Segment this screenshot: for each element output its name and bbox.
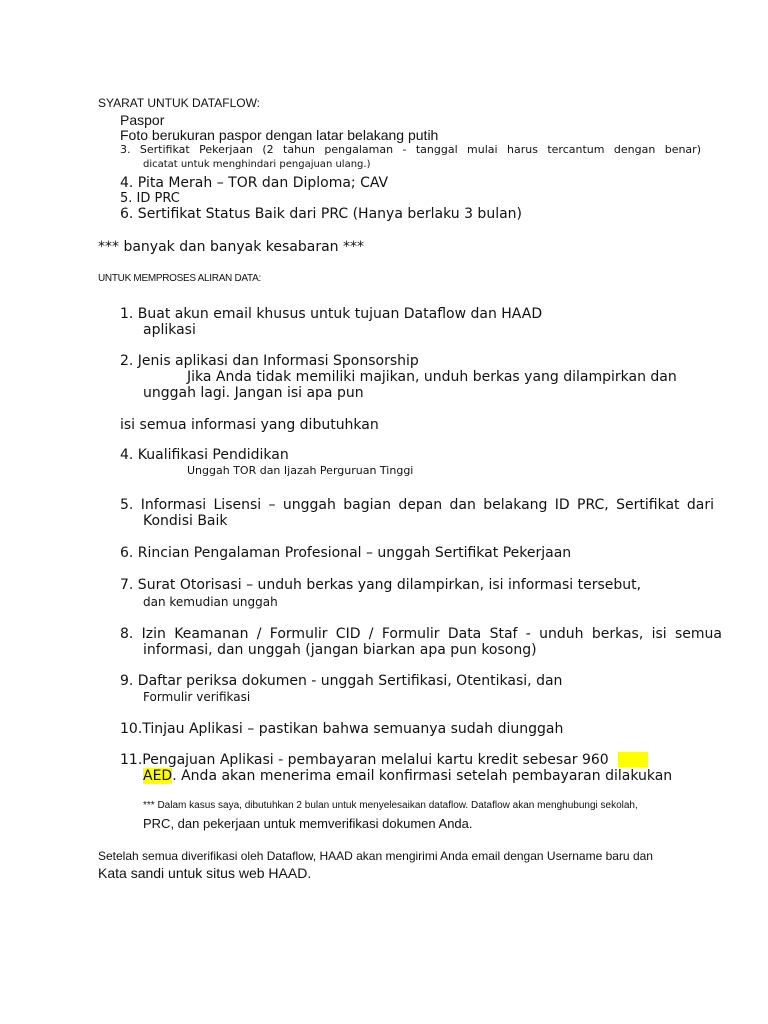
closing-line-continuation: Kata sandi untuk situs web HAAD. — [98, 865, 312, 881]
step-1: 1. Buat akun email khusus untuk tujuan Dataflow dan HAAD — [120, 306, 543, 322]
step-10: 10.Tinjau Aplikasi – pastikan bahwa semuanya sudah diunggah — [120, 721, 564, 737]
step-4: 4. Kualifikasi Pendidikan — [120, 447, 289, 463]
patience-note: *** banyak dan banyak kesabaran *** — [98, 239, 364, 255]
requirement-item: Paspor — [120, 112, 165, 128]
requirement-item: 3. Sertifikat Pekerjaan (2 tahun pengalaman - tanggal mulai harus tercantum dengan benar) — [120, 143, 701, 156]
requirement-item: 4. Pita Merah – TOR dan Diploma; CAV — [120, 175, 389, 191]
step-8-continuation: informasi, dan unggah (jangan biarkan apa pun kosong) — [143, 642, 537, 658]
step-9-continuation: Formulir verifikasi — [143, 690, 251, 704]
step-11-rest: . Anda akan menerima email konfirmasi setelah pembayaran dilakukan — [172, 768, 673, 784]
step-2: 2. Jenis aplikasi dan Informasi Sponsorship — [120, 353, 419, 369]
step-6: 6. Rincian Pengalaman Profesional – unggah Sertifikat Pekerjaan — [120, 545, 572, 561]
step-2-continuation: unggah lagi. Jangan isi apa pun — [143, 385, 364, 401]
process-heading: UNTUK MEMPROSES ALIRAN DATA: — [98, 273, 261, 284]
step-7: 7. Surat Otorisasi – unduh berkas yang dilampirkan, isi informasi tersebut, — [120, 577, 642, 593]
experience-note: *** Dalam kasus saya, dibutuhkan 2 bulan untuk menyelesaikan dataflow. Dataflow akan menghubungi sekolah, — [143, 800, 638, 811]
highlight-mark — [618, 752, 648, 767]
requirement-item: 5. ID PRC — [120, 191, 180, 206]
closing-line: Setelah semua diverifikasi oleh Dataflow, HAAD akan mengirimi Anda email dengan Username baru dan — [98, 849, 653, 863]
step-4-detail: Unggah TOR dan Ijazah Perguruan Tinggi — [187, 464, 414, 477]
step-3: isi semua informasi yang dibutuhkan — [120, 417, 379, 433]
step-2-detail: Jika Anda tidak memiliki majikan, unduh berkas yang dilampirkan dan — [187, 369, 677, 385]
step-5: 5. Informasi Lisensi – unggah bagian depan dan belakang ID PRC, Sertifikat dari — [120, 497, 714, 513]
step-7-continuation: dan kemudian unggah — [143, 595, 278, 609]
step-9: 9. Daftar periksa dokumen - unggah Sertifikasi, Otentikasi, dan — [120, 673, 563, 689]
requirement-item: Foto berukuran paspor dengan latar belakang putih — [120, 127, 439, 143]
step-11: 11.Pengajuan Aplikasi - pembayaran melalui kartu kredit sebesar 960 — [120, 752, 609, 768]
requirements-heading: SYARAT UNTUK DATAFLOW: — [98, 96, 261, 110]
step-11-continuation — [143, 769, 672, 783]
step-1-continuation: aplikasi — [143, 322, 196, 338]
experience-note-continuation: PRC, dan pekerjaan untuk memverifikasi dokumen Anda. — [143, 816, 473, 831]
aed-highlight: AED — [143, 768, 173, 784]
step-8: 8. Izin Keamanan / Formulir CID / Formulir Data Staf - unduh berkas, isi semua — [120, 626, 722, 642]
step-5-continuation: Kondisi Baik — [143, 513, 228, 529]
requirement-item-continuation: dicatat untuk menghindari pengajuan ulang.) — [143, 159, 371, 170]
requirement-item: 6. Sertifikat Status Baik dari PRC (Hanya berlaku 3 bulan) — [120, 206, 522, 222]
